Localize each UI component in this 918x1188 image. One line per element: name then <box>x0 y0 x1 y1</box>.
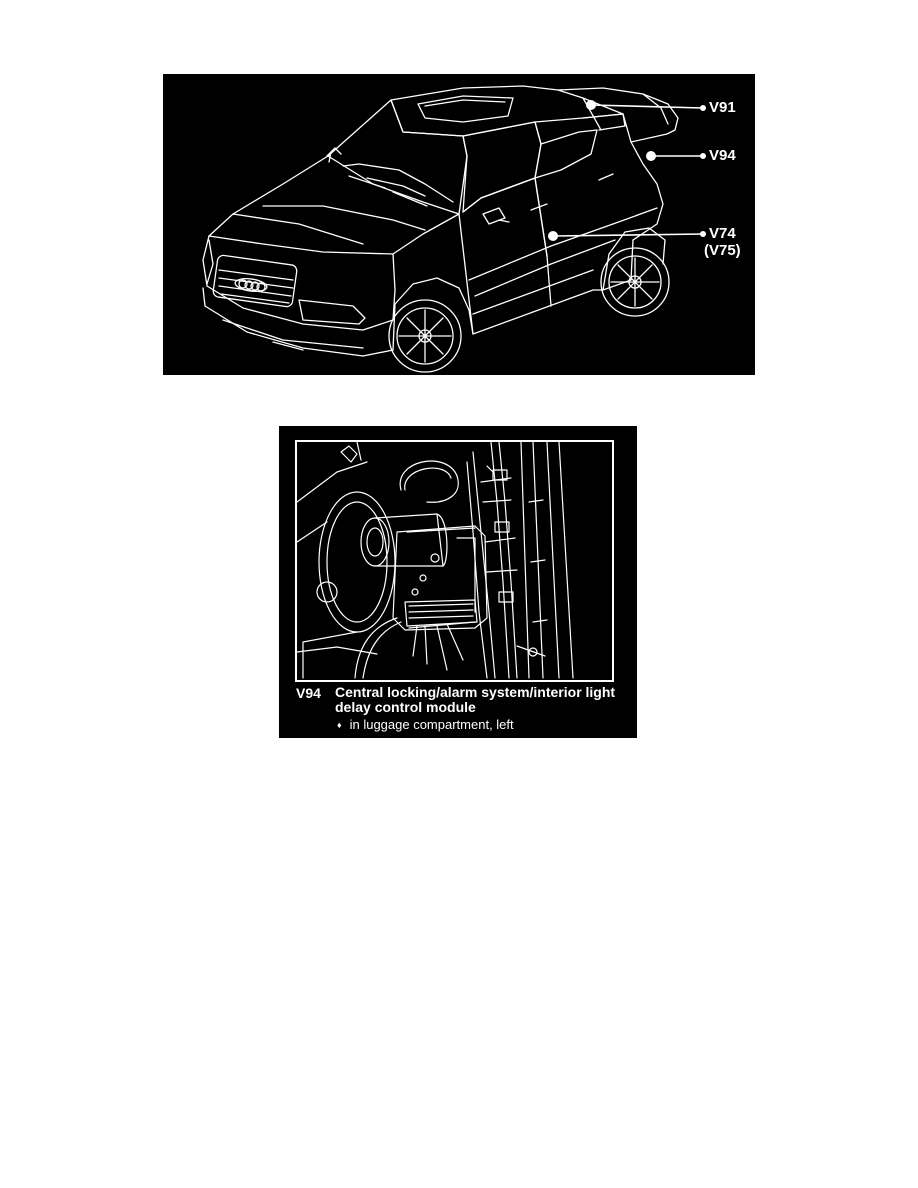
callout-v75-code: (V75) <box>704 242 741 259</box>
module-location-text: in luggage compartment, left <box>349 717 514 732</box>
module-code: V94 <box>296 685 321 701</box>
callout-v74-code: V74 <box>708 225 736 242</box>
module-illustration <box>297 442 612 680</box>
callout-v94 <box>709 147 736 164</box>
module-detail-panel <box>279 426 637 738</box>
module-detail-illustration-frame <box>295 440 614 682</box>
module-location-note <box>337 717 514 732</box>
module-title: Central locking/alarm system/interior light delay control module <box>335 684 616 715</box>
diamond-bullet-icon: ♦ <box>337 720 342 730</box>
callout-v94-code: V94 <box>709 147 736 164</box>
callout-v91 <box>709 99 736 116</box>
car-location-diagram <box>163 74 755 375</box>
callout-v74 <box>704 225 741 259</box>
callout-v91-code: V91 <box>709 99 736 116</box>
car-illustration <box>163 74 755 375</box>
